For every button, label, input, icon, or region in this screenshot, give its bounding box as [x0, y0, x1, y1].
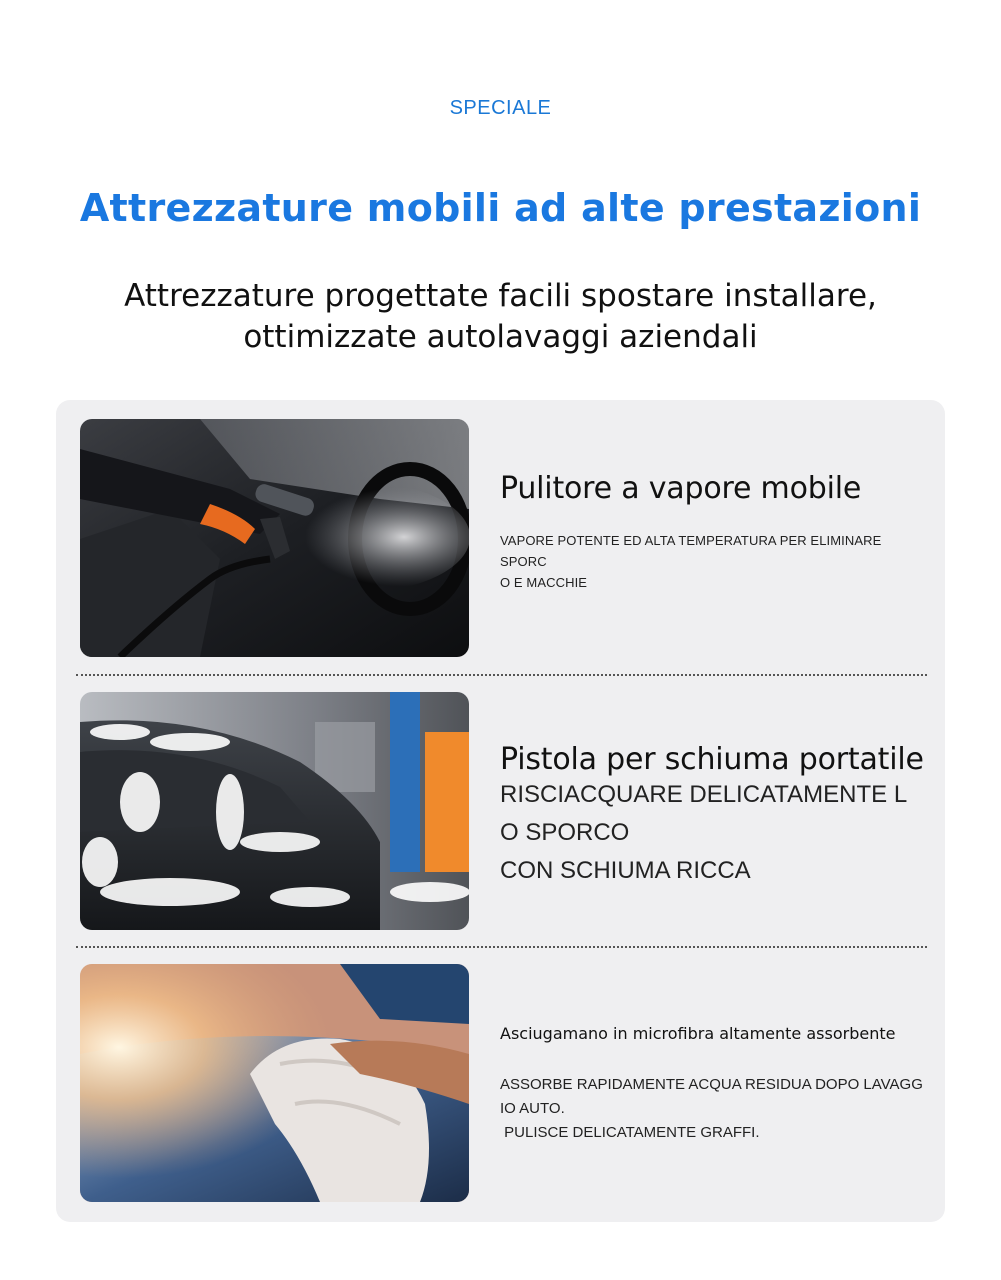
steam-cleaner-text	[500, 471, 930, 593]
foam-gun-text	[500, 742, 930, 890]
page-subtitle	[60, 276, 941, 358]
dotted-divider	[76, 946, 927, 948]
description-line: CON SCHIUMA RICCA	[500, 857, 751, 884]
foam-car-image	[80, 692, 469, 930]
product-name: Asciugamano in microfibra altamente assorbente	[500, 1024, 896, 1043]
product-name: Pulitore a vapore mobile	[500, 471, 862, 506]
steam-cleaner-image	[80, 419, 469, 657]
subtitle-line: ottimizzate autolavaggi aziendali	[243, 319, 758, 355]
product-description	[500, 776, 930, 890]
dotted-divider	[76, 674, 927, 676]
description-line: PULISCE DELICATAMENTE GRAFFI.	[500, 1124, 760, 1141]
description-line: RISCIACQUARE DELICATAMENTE L	[500, 781, 908, 808]
product-description	[500, 1073, 930, 1145]
towel-car-image	[80, 964, 469, 1202]
subtitle-line: Attrezzature progettate facili spostare installare,	[124, 278, 877, 314]
description-line: O SPORCO	[500, 819, 630, 846]
description-line: IO AUTO.	[500, 1100, 565, 1117]
product-description	[500, 530, 930, 593]
product-card-steam-cleaner[interactable]	[56, 419, 945, 657]
description-line: O E MACCHIE	[500, 575, 588, 590]
eyebrow-label: SPECIALE	[449, 97, 552, 119]
product-card-foam-gun[interactable]	[56, 692, 945, 930]
microfiber-towel-text	[500, 1024, 930, 1145]
description-line: VAPORE POTENTE ED ALTA TEMPERATURA PER ELIMINARE SPORC	[500, 533, 882, 569]
page-title: Attrezzature mobili ad alte prestazioni	[79, 186, 922, 230]
microfiber-towel-photo	[80, 964, 469, 1202]
steam-cleaner-photo	[80, 419, 469, 657]
description-line: ASSORBE RAPIDAMENTE ACQUA RESIDUA DOPO LAVAGG	[500, 1076, 923, 1093]
foam-gun-photo	[80, 692, 469, 930]
product-name: Pistola per schiuma portatile	[500, 742, 924, 777]
product-card-microfiber-towel[interactable]	[56, 964, 945, 1202]
product-panel	[56, 400, 945, 1222]
